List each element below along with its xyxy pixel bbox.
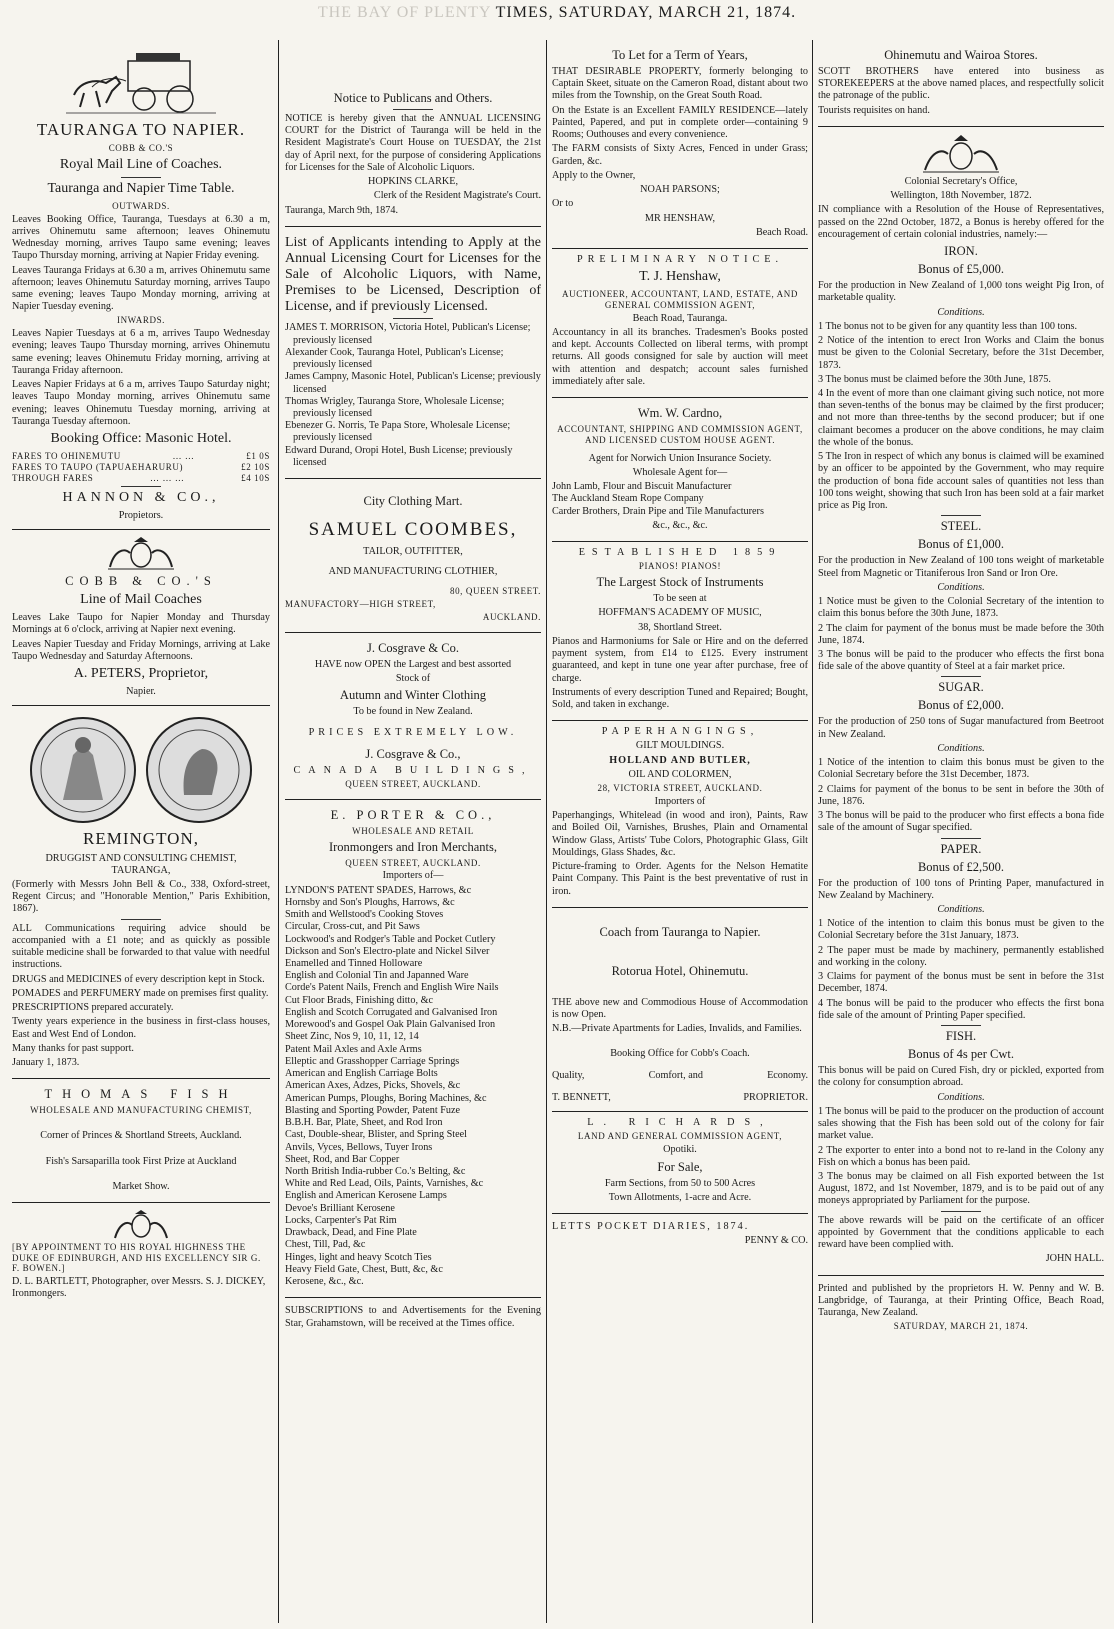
- henshaw-addr: Beach Road, Tauranga.: [632, 312, 728, 324]
- coach-company: COBB & CO.'S: [108, 143, 174, 154]
- quality: Quality,: [552, 1069, 585, 1081]
- town-allotments: Town Allotments, 1-acre and Acre.: [608, 1191, 752, 1203]
- list-item: 3 The bonus must be claimed before the 30th June, 1875.: [818, 373, 1051, 385]
- seen-at: To be seen at: [653, 593, 707, 605]
- paperhangings: PAPERHANGINGS,: [601, 726, 759, 738]
- fare-row: [12, 462, 270, 473]
- list-item: 4 The bonus will be paid to the producer who effects the first bona fide sale of the amount of Printing Paper specified.: [818, 997, 1104, 1021]
- richards-place: Opotiki.: [663, 1144, 697, 1156]
- fish-bonus: Bonus of 4s per Cwt.: [908, 1047, 1014, 1062]
- cardno-whole: Wholesale Agent for—: [632, 466, 728, 478]
- remington-place: TAURANGA,: [111, 864, 171, 876]
- medal-portrait-icon: [144, 715, 254, 825]
- list-item: English and Colonial Tin and Japanned Ware: [285, 970, 469, 982]
- paper-heading: PAPER.: [940, 841, 982, 856]
- list-item: Locks, Carpenter's Pat Rim: [285, 1214, 397, 1226]
- hoffman-p1: Pianos and Harmoniums for Sale or Hire and on the deferred payment system, from £14 to £125. Every instrument guaranteed, and kept in tune one year after purchase, free of charge.: [552, 635, 808, 684]
- ad-coombes: [285, 479, 541, 633]
- ohinemutu-stores: Ohinemutu and Wairoa Stores.: [884, 48, 1038, 62]
- list-item: 1 The bonus will be paid to the producer on the production of account sales showing that the Fish has been sold out of the colony for fair market value.: [818, 1105, 1104, 1142]
- hannon-sub: Propietors.: [118, 510, 164, 522]
- royal-crest-icon: [111, 1210, 171, 1240]
- list-item: American Axes, Adzes, Picks, Shovels, &c: [285, 1080, 461, 1092]
- farm-sections: Farm Sections, from 50 to 500 Acres: [604, 1177, 756, 1189]
- column-3: [552, 40, 808, 1625]
- let-beach: Beach Road.: [755, 226, 808, 238]
- iron-heading: IRON.: [944, 244, 978, 259]
- fare-price: £2 10S: [241, 461, 270, 472]
- list-item: Elleptic and Grasshopper Carriage Springs: [285, 1055, 460, 1067]
- list-item: 2 The exporter to enter into a bond not to re-land in the Colony any Fish on which a bonus has been paid.: [818, 1144, 1104, 1168]
- fish-p: This bonus will be paid on Cured Fish, dry or pickled, exported from the colony for consumption abroad.: [818, 1065, 1104, 1089]
- list-item: 1 Notice of the intention to claim this bonus must be given to the Colonial Secretary before the 31st December, 1873.: [818, 757, 1104, 781]
- list-item: LYNDON'S PATENT SPADES, Harrows, &c: [285, 884, 472, 896]
- let-owner: NOAH PARSONS;: [640, 184, 720, 196]
- ad-henshaw: [552, 249, 808, 398]
- list-item: Anvils, Vyces, Bellows, Tuyer Irons: [285, 1141, 433, 1153]
- porter-addr: QUEEN STREET, AUCKLAND.: [345, 857, 481, 868]
- list-item: B.B.H. Bar, Plate, Sheet, and Rod Iron: [285, 1117, 443, 1129]
- list-item: Hinges, light and heavy Scotch Ties: [285, 1251, 432, 1263]
- imprint-text: Printed and published by the proprietors H. W. Penny and W. B. Langbridge, of Tauranga, at their Printing Office, Beach Road, Tauranga, New Zealand.: [818, 1282, 1104, 1319]
- list-item: John Lamb, Flour and Biscuit Manufacturer: [552, 481, 732, 493]
- penny: PENNY & CO.: [744, 1235, 808, 1247]
- city-mart: City Clothing Mart.: [363, 494, 463, 509]
- list-item: Circular, Cross-cut, and Pit Saws: [285, 921, 420, 933]
- time-table-title: Tauranga and Napier Time Table.: [47, 180, 235, 196]
- intro: IN compliance with a Resolution of the House of Representatives, passed on the 22nd October, 1872, a Bonus is hereby offered for the encouragement of certain colonial industries, namely:—: [818, 204, 1104, 240]
- ad-porter: [285, 800, 541, 1299]
- cobb2-line: Line of Mail Coaches: [80, 592, 202, 608]
- sugar-conditions-list: [818, 757, 1104, 834]
- john-hall: JOHN HALL.: [1045, 1253, 1104, 1265]
- coach-title: TAURANGA TO NAPIER.: [36, 120, 246, 139]
- rotorua-proprietor: [552, 1092, 808, 1104]
- column-2: [285, 40, 541, 1625]
- let-p2: On the Estate is an Excellent FAMILY RESIDENCE—lately Painted, Papered, and put in complete order—containing 9 Rooms; Outhouses and every convenience.: [552, 104, 808, 141]
- let-title: To Let for a Term of Years,: [612, 48, 748, 62]
- remington-sub: DRUGGIST AND CONSULTING CHEMIST,: [45, 852, 237, 864]
- closing: The above rewards will be paid on the certificate of an officer appointed by Government that the conditions applicable to each reward have been complied with.: [818, 1214, 1104, 1251]
- paper-conditions-list: [818, 918, 1104, 1022]
- hb-p2: Picture-framing to Order. Agents for the Nelson Hematite Paint Company. This Paint is the best preventative of rust in iron.: [552, 861, 808, 897]
- publicans-sign: HOPKINS CLARKE,: [368, 176, 458, 188]
- fare-label: FARES TO TAUPO (TAPUAEHARURU): [12, 461, 184, 472]
- coach-service: Royal Mail Line of Coaches.: [59, 157, 223, 173]
- list-item: Corde's Patent Nails, French and English Wire Nails: [285, 982, 499, 994]
- list-item: Heavy Field Gate, Chest, Butt, &c, &c: [285, 1263, 443, 1275]
- cobb2-p1: Leaves Lake Taupo for Napier Monday and Thursday Mornings at 6 o'clock, arriving at Napier next evening.: [12, 612, 270, 636]
- list-item: Sheet Zinc, Nos 9, 10, 11, 12, 14: [285, 1031, 419, 1043]
- paper-conditions: Conditions.: [937, 904, 985, 916]
- medals: [12, 715, 270, 825]
- subscriptions: SUBSCRIPTIONS to and Advertisements for the Evening Star, Grahamstown, will be received at the Times office.: [285, 1305, 541, 1329]
- outwards-1: Leaves Booking Office, Tauranga, Tuesdays at 6.30 a m, arrives Ohinemutu same afternoon; leaves Ohinemutu Wednesday morning, arrives Taupo same evening; leaves Taupo Thursday morning, arriving at Napier Friday evening.: [12, 213, 270, 262]
- scott-p: SCOTT BROTHERS have entered into business as STOREKEEPERS at the above named places, and respectfully solicit the patronage of the public.: [818, 66, 1104, 102]
- list-item: White and Red Lead, Oils, Paints, Varnishes, &c: [285, 1178, 484, 1190]
- divider: [660, 449, 700, 450]
- remington-p4: PRESCRIPTIONS prepared accurately.: [12, 1002, 174, 1014]
- rotorua-p: THE above new and Commodious House of Accommodation is now Open.: [552, 996, 808, 1021]
- list-item: Hornsby and Son's Ploughs, Harrows, &c: [285, 896, 455, 908]
- cobb2-title: COBB & CO.'S: [65, 574, 217, 589]
- ad-colonial-bonuses: [818, 127, 1104, 1276]
- list-item: 4 In the event of more than one claimant giving such notice, not more than seven-tenths of the bonus may be claimed by the first producer; and not more than three-tenths by the second producer; but if one claimant becomes a producer on the above conditions, he may claim the whole of the bonus.: [818, 387, 1104, 448]
- let-or: Or to: [552, 198, 574, 210]
- applicants-list: [285, 322, 541, 469]
- list-item: 2 Claims for payment of the bonus to be sent in before the 30th of June, 1876.: [818, 783, 1104, 807]
- list-item: 5 The Iron in respect of which any bonus is claimed will be examined by an officer to be appointed by the Government, who may require the production of bona fide account sales of quantities not less than 100 tons weight, showing that such Iron has been sold at a fair market price as Pig Iron.: [818, 451, 1104, 512]
- column-4: [818, 40, 1104, 1625]
- list-item: 3 Claims for payment of the bonus must be sent in before the 31st December, 1874.: [818, 971, 1104, 995]
- publicans-date: Tauranga, March 9th, 1874.: [285, 204, 399, 216]
- fish-conditions-list: [818, 1106, 1104, 1208]
- peters-place: Napier.: [126, 685, 156, 697]
- fare-dots: … …: [172, 450, 195, 461]
- column-rule: [278, 40, 279, 1623]
- divider: [393, 318, 433, 319]
- cosgrave-canada: CANADA BUILDINGS,: [293, 764, 533, 776]
- cardno-sub: ACCOUNTANT, SHIPPING AND COMMISSION AGENT, AND LICENSED CUSTOM HOUSE AGENT.: [557, 424, 803, 445]
- hb-importers: Importers of: [654, 795, 706, 807]
- ad-cosgrave: [285, 633, 541, 800]
- rotorua-title: Rotorua Hotel, Ohinemutu.: [611, 963, 749, 978]
- bennett: T. BENNETT,: [552, 1092, 611, 1103]
- list-item: 3 The bonus will be paid to the producer who first effects a bona fide sale of the amount of Sugar specified.: [818, 810, 1104, 834]
- hoffman-addr: 38, Shortland Street.: [638, 621, 722, 633]
- ad-subscriptions: [285, 1298, 541, 1338]
- list-item: Chest, Till, Pad, &c: [285, 1239, 366, 1251]
- list-item: 1 Notice must be given to the Colonial Secretary of the intention to claim this bonus before the 30th June, 1873.: [818, 596, 1104, 620]
- remington-note: (Formerly with Messrs John Bell & Co., 338, Oxford-street, Regent Circus; and "Honorable Mention," Paris Exhibition, 1867).: [12, 878, 270, 915]
- list-item: Smith and Wellstood's Cooking Stoves: [285, 909, 444, 921]
- inwards-heading: INWARDS.: [116, 315, 166, 326]
- outwards-heading: OUTWARDS.: [112, 200, 170, 211]
- economy: Economy.: [767, 1069, 808, 1081]
- steel-bonus: Bonus of £1,000.: [917, 537, 1005, 552]
- cardno-agent: Agent for Norwich Union Insurance Society.: [588, 452, 772, 464]
- ad-thomas-fish: [12, 1079, 270, 1203]
- list-item: JAMES T. MORRISON, Victoria Hotel, Publican's License; previously licensed: [285, 322, 531, 346]
- hb-addr: 28, VICTORIA STREET, AUCKLAND.: [597, 783, 763, 794]
- holland-butler: HOLLAND AND BUTLER,: [609, 754, 751, 766]
- iron-conditions: Conditions.: [937, 306, 985, 318]
- imprint-date: SATURDAY, MARCH 21, 1874.: [893, 1321, 1029, 1332]
- masthead: [0, 4, 1114, 22]
- remington-p1: ALL Communications requiring advice should be accompanied with a £1 note; and as quickly as possible suitable medicine shall be forwarded to that value with needful instructions.: [12, 922, 270, 971]
- paper-bonus: Bonus of £2,500.: [917, 859, 1005, 874]
- list-item: Enamelled and Tinned Holloware: [285, 958, 423, 970]
- ad-applicants: [285, 227, 541, 479]
- booking-office: Booking Office: Masonic Hotel.: [50, 431, 232, 447]
- outwards-2: Leaves Tauranga Fridays at 6.30 a m, arrives Ohinemutu same afternoon; leaves Ohinemutu Saturday morning, arrives Taupo same evening; leaves Taupo Monday morning, arriving at Napier Tuesday evening.: [12, 264, 270, 313]
- for-sale: For Sale,: [657, 1159, 703, 1174]
- coombes-2: AND MANUFACTURING CLOTHIER,: [328, 566, 498, 578]
- fares-table: [12, 451, 270, 483]
- remington-p3: POMADES and PERFUMERY made on premises first quality.: [12, 987, 269, 999]
- iron-p: For the production in New Zealand of 1,000 tons weight Pig Iron, of marketable quality.: [818, 280, 1104, 304]
- fare-label: THROUGH FARES: [12, 472, 94, 483]
- gilt: GILT MOULDINGS.: [635, 740, 725, 752]
- hb-p: Paperhangings, Whitelead (in wood and iron), Paints, Raw and Boiled Oil, Varnishes, Brushes, Plain and Ornamental Window Glass, Artists' Tube Colors, Photographic Glass, Gilt Mouldings, Glass Shades, &c.: [552, 810, 808, 858]
- list-item: American and English Carriage Bolts: [285, 1068, 438, 1080]
- sugar-p: For the production of 250 tons of Sugar manufactured from Beetroot in New Zealand.: [818, 716, 1104, 740]
- column-rule: [812, 40, 813, 1623]
- letts: LETTS POCKET DIARIES, 1874.: [552, 1220, 750, 1232]
- ad-remington: [12, 706, 270, 1079]
- cosgrave-addr: QUEEN STREET, AUCKLAND.: [345, 778, 481, 789]
- list-item: Edward Durand, Oropi Hotel, Bush License; previously licensed: [285, 444, 513, 468]
- ad-cobb-line: [12, 530, 270, 706]
- sugar-conditions: Conditions.: [937, 742, 985, 754]
- medal-reverse-icon: [28, 715, 138, 825]
- let-p1: THAT DESIRABLE PROPERTY, formerly belonging to Captain Skeet, situate on the Cameron Road, distant about two miles from the Township, on the Great South Road.: [552, 66, 808, 102]
- rotorua-nb: N.B.—Private Apartments for Ladies, Invalids, and Families.: [552, 1023, 802, 1035]
- list-item: Alexander Cook, Tauranga Hotel, Publican's License; previously licensed: [285, 346, 504, 371]
- fare-label: FARES TO OHINEMUTU: [12, 450, 121, 461]
- steel-conditions-list: [818, 596, 1104, 673]
- publicans-body: NOTICE is hereby given that the ANNUAL LICENSING COURT for the District of Tauranga will be held in the Resident Magistrate's Court House on TUESDAY, the 21st day of April next, for the purpose of considering Applications for Licenses for the Sale of Alcoholic Liquors.: [285, 113, 541, 173]
- let-p3: The FARM consists of Sixty Acres, Fenced in under Grass; Garden, &c.: [552, 143, 808, 167]
- divider: [121, 919, 161, 920]
- porter-list: [285, 885, 541, 1289]
- porter-imp: Importers of—: [382, 870, 444, 882]
- porter-trade: Ironmongers and Iron Merchants,: [328, 839, 497, 854]
- established: ESTABLISHED 1859: [578, 547, 782, 559]
- list-item: Ebenezer G. Norris, Te Papa Store, Wholesale License; previously licensed: [285, 420, 511, 444]
- prelim: PRELIMINARY NOTICE.: [576, 254, 784, 266]
- list-item: 2 The paper must be made by machinery, permanently established and working in the colony.: [818, 944, 1104, 968]
- fare-row: [12, 473, 270, 484]
- list-item: 1 The bonus not to be given for any quantity less than 100 tons.: [818, 320, 1077, 332]
- let-henshaw: MR HENSHAW,: [644, 212, 716, 224]
- divider: [941, 1211, 981, 1212]
- steel-conditions: Conditions.: [937, 581, 985, 593]
- cosgrave-found: To be found in New Zealand.: [353, 706, 473, 718]
- list-item: American Pumps, Ploughs, Boring Machines, &c: [285, 1092, 487, 1104]
- iron-conditions-list: [818, 321, 1104, 513]
- coombes-4: MANUFACTORY—HIGH STREET,: [285, 599, 436, 610]
- richards-sub: LAND AND GENERAL COMMISSION AGENT,: [577, 1131, 783, 1142]
- fare-row: [12, 451, 270, 462]
- cosgrave-name2: J. Cosgrave & Co.,: [365, 746, 461, 761]
- hoffman-name: HOFFMAN'S ACADEMY OF MUSIC,: [598, 607, 762, 619]
- ad-letts-diaries: [552, 1214, 808, 1256]
- fish-show: Market Show.: [112, 1180, 170, 1192]
- pianos: PIANOS! PIANOS!: [638, 561, 722, 572]
- stagecoach-icon: [66, 47, 216, 117]
- paper-p: For the production of 100 tons of Printing Paper, manufactured in New Zealand by Machinery.: [818, 877, 1104, 901]
- ad-bartlett: [12, 1203, 270, 1310]
- publicans-title: Notice to Publicans and Others.: [333, 91, 493, 105]
- cosgrave-stock: Stock of: [395, 673, 431, 685]
- steel-p: For the production in New Zealand of 100 tons weight of marketable Steel from Magnetic or Titaniferous Iron Sand or Iron Ore.: [818, 555, 1104, 579]
- coombes-3: 80, QUEEN STREET.: [449, 586, 541, 597]
- list-item: 3 The bonus will be paid to the producer who effects the first bona fide sale of the above quantity of Steel at a fair market price.: [818, 648, 1104, 673]
- fish-prize: Fish's Sarsaparilla took First Prize at Auckland: [45, 1156, 237, 1168]
- cardno-name: Wm. W. Cardno,: [637, 406, 723, 421]
- list-item: North British India-rubber Co.'s Belting, &c: [285, 1166, 466, 1177]
- list-item: Blasting and Sporting Powder, Patent Fuze: [285, 1104, 461, 1116]
- ad-holland-butler: [552, 721, 808, 908]
- fish-name: THOMAS FISH: [44, 1087, 238, 1102]
- list-item: Morewood's and Gospel Oak Plain Galvanised Iron: [285, 1019, 496, 1031]
- divider: [393, 109, 433, 110]
- ad-rotorua-hotel: [552, 908, 808, 1112]
- fish-heading: FISH.: [945, 1029, 977, 1044]
- divider: [121, 486, 161, 487]
- fish-address: Corner of Princes & Shortland Streets, Auckland.: [40, 1130, 242, 1142]
- divider: [121, 177, 161, 178]
- fare-dots: … … …: [150, 472, 185, 483]
- column-rule: [546, 40, 547, 1623]
- cobb2-p2: Leaves Napier Tuesday and Friday Mornings, arriving at Lake Taupo Wednesday and Saturday Afternoons.: [12, 638, 270, 662]
- bartlett: D. L. BARTLETT, Photographer, over Messrs. S. J. DICKEY, Ironmongers.: [12, 1276, 266, 1300]
- office-date: Wellington, 18th November, 1872.: [890, 190, 1032, 202]
- coach-notice: Coach from Tauranga to Napier.: [599, 924, 761, 939]
- remington-date: January 1, 1873.: [12, 1057, 80, 1069]
- cardno-etc: &c., &c., &c.: [652, 519, 708, 531]
- ad-coach-tauranga-napier: [12, 40, 270, 530]
- tourists: Tourists requisites on hand.: [818, 104, 930, 116]
- list-item: Dickson and Son's Electro-plate and Nickel Silver: [285, 945, 490, 957]
- henshaw-sub: AUCTIONEER, ACCOUNTANT, LAND, ESTATE, AND GENERAL COMMISSION AGENT,: [562, 289, 798, 310]
- list-item: Kerosene, &c., &c.: [285, 1276, 364, 1288]
- column-1: [12, 40, 270, 1625]
- porter-sub: WHOLESALE AND RETAIL: [352, 825, 474, 836]
- coombes-name: SAMUEL COOMBES,: [308, 519, 518, 541]
- fare-price: £4 10S: [241, 472, 270, 483]
- list-item: 2 Notice of the intention to erect Iron Works and Claim the bonus must be given to the Colonial Secretary, before the 31st December, 1873.: [818, 335, 1104, 371]
- list-item: English and Scotch Corrugated and Galvanised Iron: [285, 1006, 498, 1018]
- imprint: [818, 1276, 1104, 1342]
- let-apply: Apply to the Owner,: [552, 169, 636, 181]
- rotorua-booking: Booking Office for Cobb's Coach.: [610, 1047, 750, 1059]
- coombes-1: TAILOR, OUTFITTER,: [363, 545, 463, 557]
- divider: [941, 676, 981, 677]
- ad-scott-brothers: [818, 40, 1104, 127]
- list-item: James Campny, Masonic Hotel, Publican's License; previously licensed: [285, 371, 541, 395]
- list-item: Drawback, Dead, and Fine Plate: [285, 1227, 417, 1239]
- cosgrave-prices: PRICES EXTREMELY LOW.: [308, 726, 518, 738]
- royal-crest-icon: [106, 537, 176, 571]
- applicants-title: List of Applicants intending to Apply at the Annual Licensing Court for Licenses for the Sale of Alcoholic Liquors, with Name, Premises to be Licensed, Description of License, and if previously Licensed.: [285, 234, 541, 315]
- inwards-2: Leaves Napier Fridays at 6 a m, arrives Taupo Saturday night; leaves Taupo Monday morning, arrives Ohinemutu same evening; leaves Ohinemutu Tuesday morning, arriving at Tauranga Tuesday afternoon.: [12, 379, 270, 427]
- cardno-list: [552, 481, 808, 518]
- list-item: The Auckland Steam Rope Company: [552, 493, 704, 505]
- ad-publicans-notice: [285, 40, 541, 227]
- steel-heading: STEEL.: [940, 519, 982, 534]
- masthead-faint: THE BAY OF PLENTY: [317, 4, 491, 21]
- oil-colormen: OIL AND COLORMEN,: [628, 768, 732, 780]
- remington-name: REMINGTON,: [83, 829, 199, 849]
- appointment: [BY APPOINTMENT TO HIS ROYAL HIGHNESS THE DUKE OF EDINBURGH, AND HIS EXCELLENCY SIR G. F. BOWEN.]: [12, 1241, 261, 1274]
- masthead-title: TIMES, SATURDAY, MARCH 21, 1874.: [495, 4, 797, 21]
- largest-stock: The Largest Stock of Instruments: [596, 575, 764, 590]
- list-item: Cut Floor Brads, Finishing ditto, &c: [285, 994, 434, 1006]
- fish-sub: WHOLESALE AND MANUFACTURING CHEMIST,: [30, 1105, 252, 1116]
- fare-price: £1 0S: [246, 450, 270, 461]
- list-item: Thomas Wrigley, Tauranga Store, Wholesale License; previously licensed: [285, 395, 505, 419]
- list-item: Devoe's Brilliant Kerosene: [285, 1202, 395, 1214]
- fish-conditions: Conditions.: [937, 1091, 985, 1103]
- office: Colonial Secretary's Office,: [904, 175, 1018, 187]
- list-item: 2 The claim for payment of the bonus must be made before the 30th June, 1874.: [818, 622, 1104, 646]
- ad-cardno: [552, 398, 808, 542]
- ad-to-let: [552, 40, 808, 249]
- henshaw-p: Accountancy in all its branches. Tradesmen's Books posted and kept. Accounts Collected on liberal terms, with prompt returns. All goods consigned for sale by auction will meet with attention and despatch; account sales furnished immediately after sale.: [552, 326, 808, 387]
- divider: [941, 515, 981, 516]
- royal-crest-icon: [921, 134, 1001, 174]
- cosgrave-title: J. Cosgrave & Co.: [366, 640, 459, 655]
- publicans-sign2: Clerk of the Resident Magistrate's Court.: [373, 190, 541, 202]
- list-item: 3 The bonus may be claimed on all Fish exported between the 1st August, 1872, and 1st November, 1879, and is to be paid out of any moneys appropriated by Parliament for the purpose.: [818, 1171, 1104, 1207]
- list-item: Patent Mail Axles and Axle Arms: [285, 1043, 422, 1055]
- list-item: Carder Brothers, Drain Pipe and Tile Manufacturers: [552, 505, 764, 517]
- cosgrave-clothing: Autumn and Winter Clothing: [339, 688, 487, 703]
- peters: A. PETERS, Proprietor,: [73, 666, 209, 682]
- ad-hoffman: [552, 542, 808, 721]
- list-item: English and American Kerosene Lamps: [285, 1190, 447, 1202]
- remington-p5: Twenty years experience in the business in first-class houses, East and West End of London.: [12, 1016, 270, 1040]
- sugar-bonus: Bonus of £2,000.: [917, 698, 1005, 713]
- list-item: 1 Notice of the intention to claim this bonus must be given to the Colonial Secretary before the 31st January, 1873.: [818, 918, 1104, 942]
- list-item: Lockwood's and Rodger's Table and Pocket Cutlery: [285, 933, 496, 945]
- divider: [941, 1025, 981, 1026]
- cosgrave-p: HAVE now OPEN the Largest and best assorted: [314, 658, 512, 670]
- inwards-1: Leaves Napier Tuesdays at 6 a m, arrives Taupo Wednesday evening; leaves Taupo Thursday morning, arrives Ohinemutu same evening; leaves Ohinemutu Friday morning, arriving at Tauranga Friday afternoon.: [12, 328, 270, 376]
- iron-bonus: Bonus of £5,000.: [917, 262, 1005, 277]
- coombes-5: AUCKLAND.: [482, 612, 541, 623]
- richards-name: L. RICHARDS,: [587, 1117, 773, 1129]
- remington-p2: DRUGS and MEDICINES of every description kept in Stock.: [12, 973, 265, 985]
- proprietor: PROPRIETOR.: [743, 1092, 808, 1103]
- list-item: Cast, Double-shear, Blister, and Spring Steel: [285, 1129, 467, 1141]
- remington-p6: Many thanks for past support.: [12, 1042, 134, 1054]
- list-item: Sheet, Rod, and Bar Copper: [285, 1153, 400, 1165]
- divider: [941, 838, 981, 839]
- hoffman-p2: Instruments of every description Tuned and Repaired; Bought, Sold, and taken in exchange.: [552, 686, 808, 710]
- comfort: Comfort, and: [648, 1069, 703, 1081]
- ad-richards: [552, 1112, 808, 1214]
- sugar-heading: SUGAR.: [938, 680, 984, 695]
- hannon-name: HANNON & CO.,: [62, 490, 220, 506]
- henshaw-name: T. J. Henshaw,: [639, 269, 721, 285]
- rotorua-qualities: [552, 1070, 808, 1082]
- porter-name: E. PORTER & CO.,: [330, 807, 496, 822]
